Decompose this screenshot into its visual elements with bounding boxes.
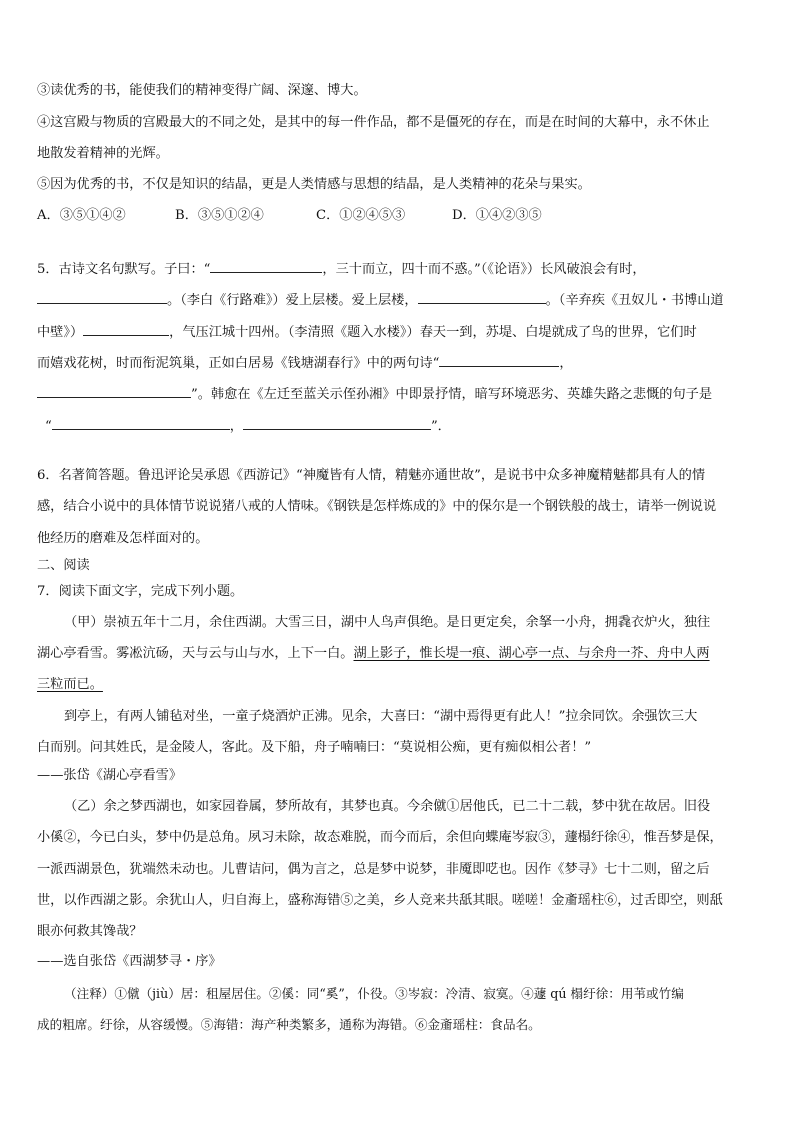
source-yi: ——选自张岱《西湖梦寻・序》 <box>37 954 222 969</box>
passage-jia-line-4: 到亭上，有两人铺毡对坐，一童子烧酒炉正沸。见余，大喜曰：“湖中焉得更有此人！”拉余同饮。余强饮三大 <box>64 709 698 724</box>
q7-prompt: 7．阅读下面文字，完成下列小题。 <box>37 584 244 599</box>
q6-line-3: 他经历的磨难及怎样面对的。 <box>37 531 209 546</box>
passage-yi-line-1: （乙）余之梦西湖也，如家园眷属，梦所故有，其梦也真。今余僦①居他氏，已二十二载，梦中犹在故居。旧役 <box>64 799 711 814</box>
answer-blank[interactable] <box>243 416 431 430</box>
option-c: C．①②④⑤③ <box>316 208 406 223</box>
notes-line-2: 成的粗席。纡徐，从容缓慢。⑤海错：海产种类繁多，通称为海错。⑥金齑瑶柱：食品名。 <box>37 1017 541 1032</box>
passage-yi-line-3: 一派西湖景色，犹端然未动也。儿曹诘问，偶为言之，总是梦中说梦，非魇即呓也。因作《梦寻》七十二则，留之后 <box>37 862 710 877</box>
passage-jia-line-3: 三粒而已。 <box>37 677 103 692</box>
passage-jia-line-5: 白而别。问其姓氏，是金陵人，客此。及下船，舟子喃喃曰：“莫说相公痴，更有痴似相公者！” <box>37 740 592 755</box>
q5-line-2: 。（李白《行路难》）爱上层楼。爱上层楼， 。（辛弃疾《丑奴儿・书博山道 <box>37 290 724 310</box>
answer-blank[interactable] <box>37 384 191 398</box>
sentence-3: ③读优秀的书，能使我们的精神变得广阔、深邃、博大。 <box>37 83 367 98</box>
q5-line-6: “ ， ”． <box>37 416 451 436</box>
answer-blank[interactable] <box>83 322 169 336</box>
q5-line-4: 而嬉戏花树，时而衔泥筑巢，正如白居易《钱塘湖春行》中的两句诗“ ， <box>37 353 573 373</box>
option-b: B．③⑤①②④ <box>175 208 264 223</box>
q6-line-2: 感，结合小说中的具体情节说说猪八戒的人情味。《钢铁是怎样炼成的》中的保尔是一个钢铁般的战士，请举一例说说 <box>37 499 717 514</box>
sentence-4: ④这宫殿与物质的宫殿最大的不同之处，是其中的每一件作品，都不是僵死的存在，而是在时间的大幕中，永不休止 <box>37 115 710 130</box>
sentence-5: ⑤因为优秀的书，不仅是知识的结晶，更是人类情感与思想的结晶，是人类精神的花朵与果实。 <box>37 177 591 192</box>
option-d: D．①④②③⑤ <box>452 208 542 223</box>
q6-line-1: 6．名著简答题。鲁迅评论吴承恩《西游记》“神魔皆有人情，精魅亦通世故”，是说书中众多神魔精魅都具有人的情 <box>37 468 706 483</box>
q5-line-3: 中壁》） ，气压江城十四州。（李清照《题入水楼》）春天一到，苏堤、白堤就成了鸟的世界，它们时 <box>37 322 697 342</box>
answer-blank[interactable] <box>418 290 546 304</box>
sentence-4-cont: 地散发着精神的光辉。 <box>37 146 169 161</box>
source-jia: ——张岱《湖心亭看雪》 <box>37 768 183 783</box>
passage-jia-line-2: 湖心亭看雪。雾凇沆砀，天与云与山与水，上下一白。湖上影子，惟长堤一痕、湖心亭一点、与余舟一芥、舟中人两 <box>37 646 710 661</box>
option-a: A．③⑤①④② <box>37 208 126 223</box>
answer-blank[interactable] <box>210 259 322 273</box>
notes-line-1: （注释）①僦（jiù）居：租屋居住。②傒：同“奚”，仆役。③岑寂：冷清、寂寞。④蘧 qú 榻纡徐：用苇或竹编 <box>64 986 684 1001</box>
answer-blank[interactable] <box>439 353 559 367</box>
passage-yi-line-5: 眼亦何救其馋哉？ <box>37 924 143 939</box>
passage-yi-line-4: 世，以作西湖之影。余犹山人，归自海上，盛称海错⑤之美，乡人竞来共舐其眼。嗟嗟！金齑瑶柱⑥，过舌即空，则舐 <box>37 893 723 908</box>
answer-blank[interactable] <box>52 416 230 430</box>
passage-yi-line-2: 小傒②，今已白头，梦中仍是总角。夙习未除，故态难脱，而今而后，余但向蝶庵岑寂③，蘧榻纡徐④，惟吾梦是保， <box>37 830 723 845</box>
answer-blank[interactable] <box>37 290 167 304</box>
passage-jia-line-1: （甲）崇祯五年十二月，余住西湖。大雪三日，湖中人鸟声俱绝。是日更定矣，余拏一小舟，拥毳衣炉火，独往 <box>64 615 711 630</box>
underlined-sentence: 湖上影子，惟长堤一痕、湖心亭一点、与余舟一芥、舟中人两 <box>353 646 710 661</box>
section-heading: 二、阅读 <box>37 558 90 573</box>
q5-line-5: ”。韩愈在《左迁至蓝关示侄孙湘》中即景抒情，暗写环境恶劣、英雄失路之悲慨的句子是 <box>37 384 712 404</box>
q5-line-1: 5．古诗文名句默写。子曰：“ ，三十而立，四十而不惑。”（《论语》）长风破浪会有时， <box>37 259 646 279</box>
